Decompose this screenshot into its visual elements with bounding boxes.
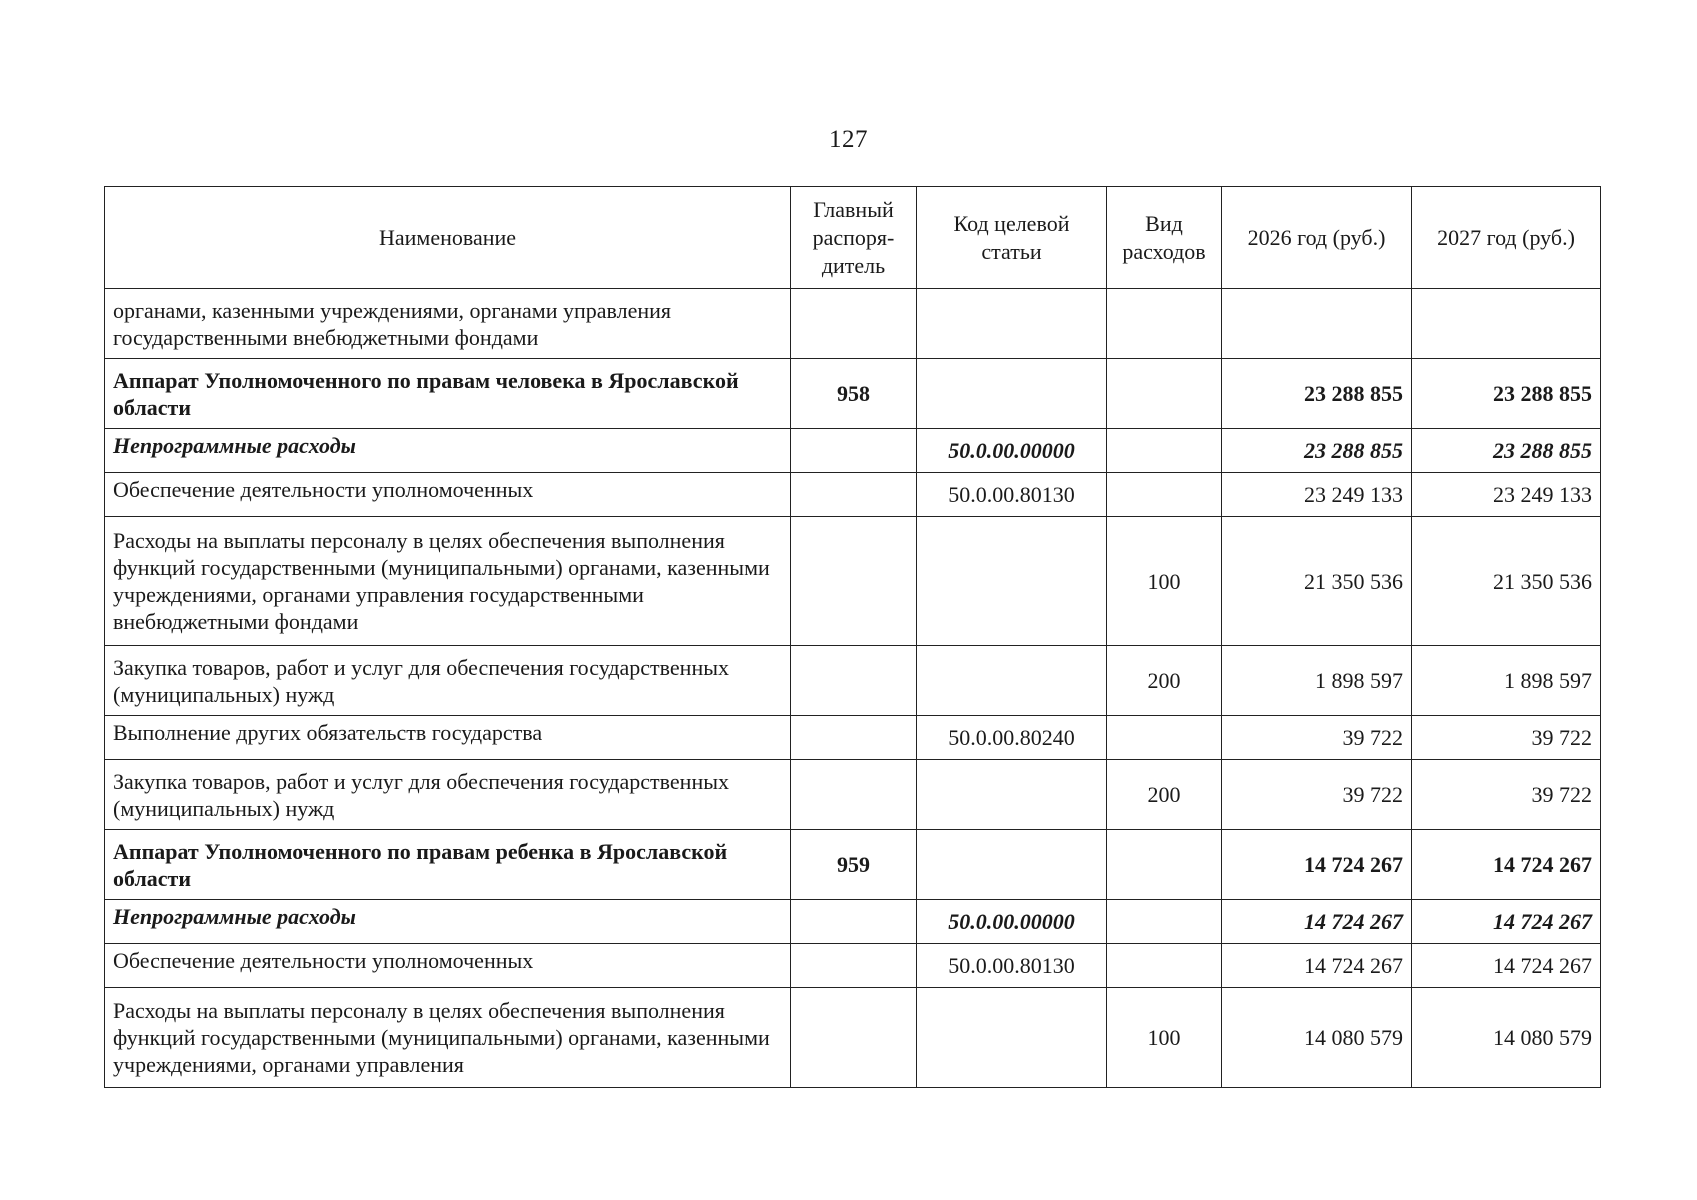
row-name: Аппарат Уполномоченного по правам ребенка в Ярославской области xyxy=(105,830,791,900)
row-admin xyxy=(791,900,917,944)
row-name: Закупка товаров, работ и услуг для обеспечения государственных (муниципальных) нужд xyxy=(105,646,791,716)
header-target-code: Код целевой статьи xyxy=(917,187,1107,289)
row-2027: 23 288 855 xyxy=(1412,429,1601,473)
row-code xyxy=(917,760,1107,830)
row-admin xyxy=(791,944,917,988)
row-admin xyxy=(791,289,917,359)
row-2026: 23 288 855 xyxy=(1222,429,1412,473)
row-2026: 23 249 133 xyxy=(1222,473,1412,517)
row-2026: 14 724 267 xyxy=(1222,900,1412,944)
table-header-row xyxy=(105,187,1601,289)
row-2027: 14 724 267 xyxy=(1412,900,1601,944)
row-type xyxy=(1107,289,1222,359)
row-type xyxy=(1107,716,1222,760)
table-row xyxy=(105,429,1601,473)
row-2027: 23 249 133 xyxy=(1412,473,1601,517)
row-name: Обеспечение деятельности уполномоченных xyxy=(105,473,791,517)
row-2026: 1 898 597 xyxy=(1222,646,1412,716)
table-row xyxy=(105,900,1601,944)
row-admin xyxy=(791,517,917,646)
row-code xyxy=(917,289,1107,359)
row-name: Выполнение других обязательств государства xyxy=(105,716,791,760)
table-row xyxy=(105,646,1601,716)
row-admin: 958 xyxy=(791,359,917,429)
row-2027: 39 722 xyxy=(1412,760,1601,830)
row-name: Аппарат Уполномоченного по правам человека в Ярославской области xyxy=(105,359,791,429)
row-admin xyxy=(791,716,917,760)
row-type xyxy=(1107,473,1222,517)
row-type: 100 xyxy=(1107,517,1222,646)
row-name: Непрограммные расходы xyxy=(105,900,791,944)
budget-table xyxy=(104,186,1601,1088)
header-expense-type: Вид расходов xyxy=(1107,187,1222,289)
row-2026: 23 288 855 xyxy=(1222,359,1412,429)
table-row xyxy=(105,359,1601,429)
row-type xyxy=(1107,830,1222,900)
row-code xyxy=(917,988,1107,1088)
row-admin xyxy=(791,760,917,830)
table-row xyxy=(105,760,1601,830)
row-name: органами, казенными учреждениями, органами управления государственными внебюджетными фондами xyxy=(105,289,791,359)
row-2027: 1 898 597 xyxy=(1412,646,1601,716)
row-2026: 14 724 267 xyxy=(1222,944,1412,988)
table-row xyxy=(105,473,1601,517)
row-2027: 14 080 579 xyxy=(1412,988,1601,1088)
header-name: Наименование xyxy=(105,187,791,289)
table-row xyxy=(105,716,1601,760)
row-2026: 39 722 xyxy=(1222,716,1412,760)
row-code xyxy=(917,646,1107,716)
row-name: Расходы на выплаты персоналу в целях обеспечения выполнения функций государственными (муниципальными) органами, казенными учреждениями, органами управления xyxy=(105,988,791,1088)
row-2026: 14 080 579 xyxy=(1222,988,1412,1088)
table-row xyxy=(105,988,1601,1088)
header-year-2026: 2026 год (руб.) xyxy=(1222,187,1412,289)
row-code: 50.0.00.80130 xyxy=(917,473,1107,517)
row-type xyxy=(1107,429,1222,473)
row-code: 50.0.00.80130 xyxy=(917,944,1107,988)
row-name: Непрограммные расходы xyxy=(105,429,791,473)
table-row xyxy=(105,289,1601,359)
row-name: Закупка товаров, работ и услуг для обеспечения государственных (муниципальных) нужд xyxy=(105,760,791,830)
row-type: 200 xyxy=(1107,760,1222,830)
table-row xyxy=(105,830,1601,900)
row-admin xyxy=(791,988,917,1088)
row-2026: 14 724 267 xyxy=(1222,830,1412,900)
header-admin: Главный распоря-дитель xyxy=(791,187,917,289)
row-admin xyxy=(791,646,917,716)
page-number: 127 xyxy=(829,126,868,153)
header-year-2027: 2027 год (руб.) xyxy=(1412,187,1601,289)
row-code: 50.0.00.00000 xyxy=(917,429,1107,473)
row-type xyxy=(1107,359,1222,429)
row-code: 50.0.00.00000 xyxy=(917,900,1107,944)
row-2027 xyxy=(1412,289,1601,359)
row-name: Обеспечение деятельности уполномоченных xyxy=(105,944,791,988)
row-2027: 39 722 xyxy=(1412,716,1601,760)
row-2027: 21 350 536 xyxy=(1412,517,1601,646)
row-admin: 959 xyxy=(791,830,917,900)
row-2027: 14 724 267 xyxy=(1412,830,1601,900)
row-type xyxy=(1107,944,1222,988)
row-2027: 14 724 267 xyxy=(1412,944,1601,988)
row-type: 100 xyxy=(1107,988,1222,1088)
row-admin xyxy=(791,473,917,517)
row-code xyxy=(917,830,1107,900)
row-type xyxy=(1107,900,1222,944)
table-row xyxy=(105,944,1601,988)
table-row xyxy=(105,517,1601,646)
row-code xyxy=(917,517,1107,646)
row-code: 50.0.00.80240 xyxy=(917,716,1107,760)
row-2027: 23 288 855 xyxy=(1412,359,1601,429)
row-2026: 39 722 xyxy=(1222,760,1412,830)
row-2026 xyxy=(1222,289,1412,359)
row-type: 200 xyxy=(1107,646,1222,716)
row-code xyxy=(917,359,1107,429)
row-admin xyxy=(791,429,917,473)
row-2026: 21 350 536 xyxy=(1222,517,1412,646)
row-name: Расходы на выплаты персоналу в целях обеспечения выполнения функций государственными (муниципальными) органами, казенными учреждениями, органами управления государственными внебюджетными фондами xyxy=(105,517,791,646)
